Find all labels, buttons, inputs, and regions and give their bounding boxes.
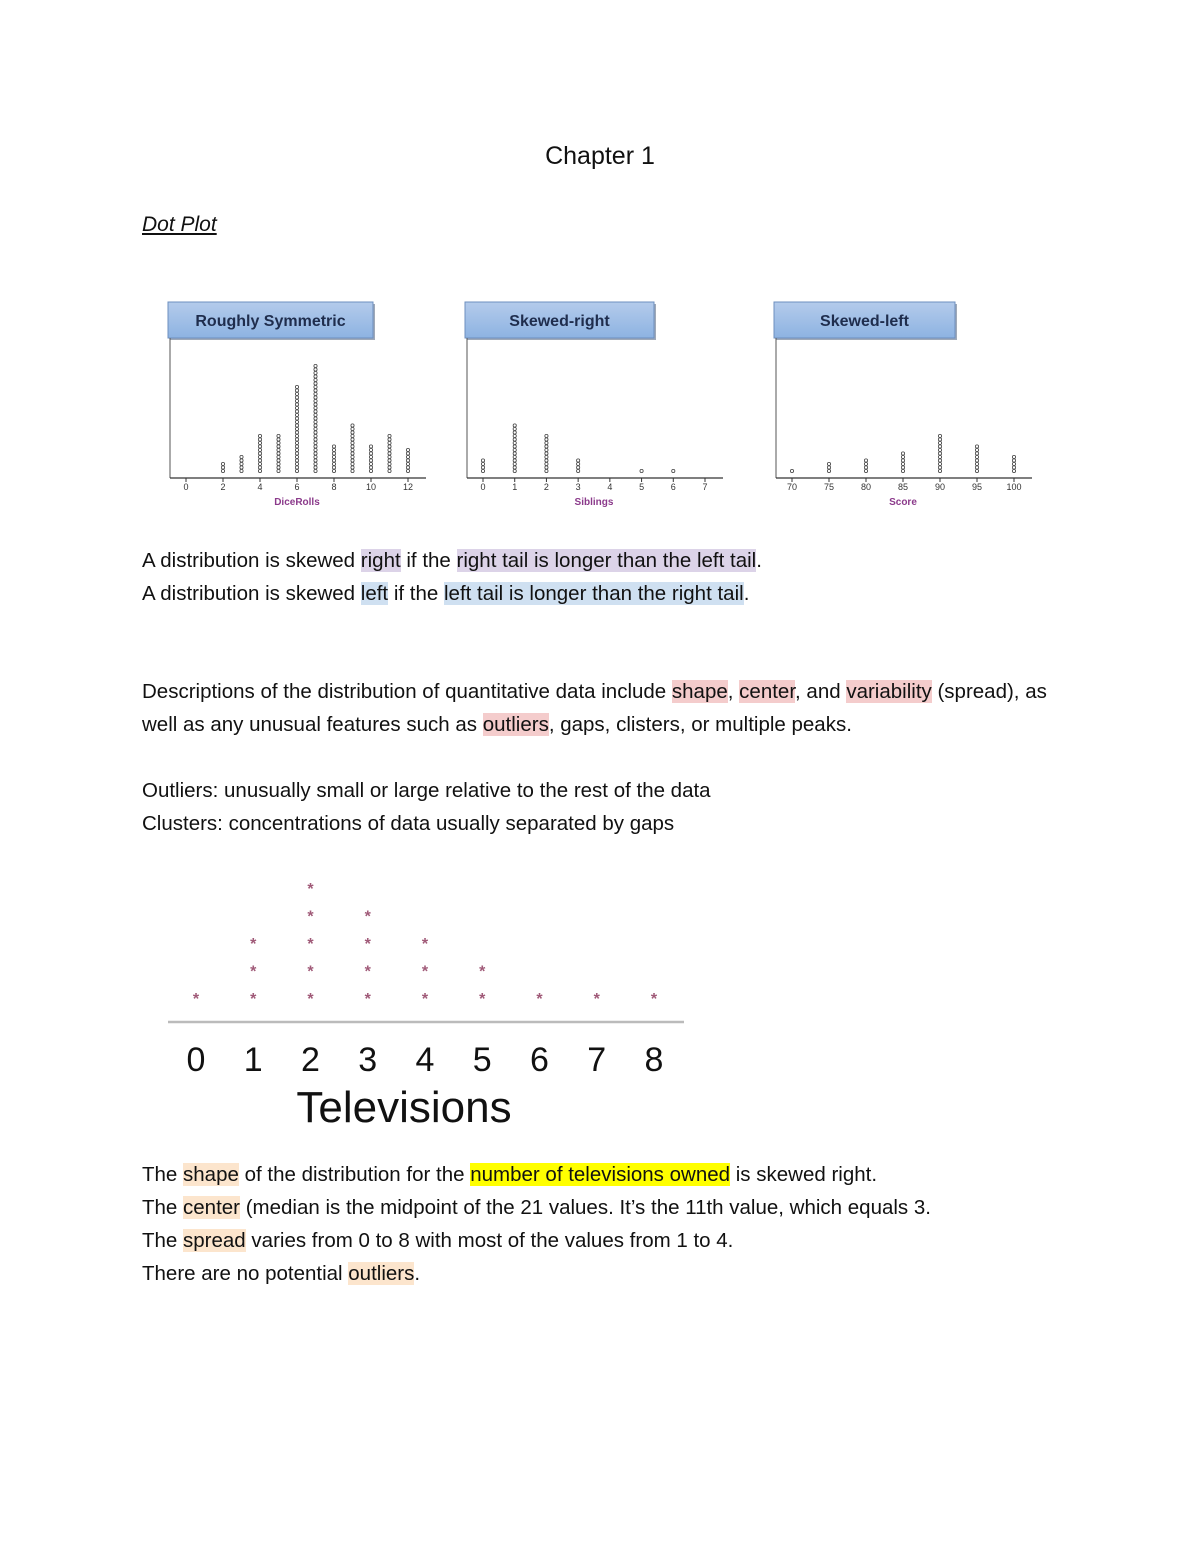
dot-point [314,389,317,392]
dot-point [388,462,391,465]
dot-point [369,459,372,462]
highlight-tv-spread: spread [183,1229,246,1252]
dot-point [1012,466,1015,469]
dot-point [240,455,243,458]
dot-point [513,431,516,434]
x-axis-label: Score [889,497,917,508]
dot-point [314,459,317,462]
x-tick-label: 3 [358,1041,378,1079]
highlight-tv-center: center [183,1196,241,1219]
dot-point [258,452,261,455]
highlight-right: right [360,549,401,572]
dot-point [938,462,941,465]
dot-point [513,452,516,455]
highlight-variability: variability [846,680,932,703]
dot-point [314,406,317,409]
x-tick-label: 8 [331,482,337,492]
dot-point [332,448,335,451]
dot-point [827,466,830,469]
dot-point: * [593,991,600,1008]
dot-point [975,445,978,448]
dot-point [332,466,335,469]
x-axis-label: DiceRolls [274,497,320,508]
dot-point [513,459,516,462]
dot-point [975,455,978,458]
skew-example-charts [0,290,1200,520]
dot-point [314,424,317,427]
dot-point [295,389,298,392]
dot-point [388,445,391,448]
x-tick-label: 90 [934,482,946,492]
dot-point: * [364,963,371,981]
dot-point: * [250,936,257,953]
dot-point [1012,469,1015,472]
page-title: Chapter 1 [545,142,655,170]
highlight-left: left [360,582,389,605]
x-tick-label: 6 [294,482,300,492]
x-tick-label: 0 [183,482,189,492]
dot-point [332,452,335,455]
dot-point [975,459,978,462]
skew-chart-1 [168,302,426,508]
dot-point [295,406,298,409]
dot-point [513,438,516,441]
dot-point [258,455,261,458]
dot-point [314,427,317,430]
x-tick-label: 75 [823,482,835,492]
tv-outliers-sentence: There are no potential outliers. [142,1262,421,1285]
x-tick-label: 0 [186,1041,206,1079]
dot-point [332,462,335,465]
x-tick-label: 0 [480,482,486,492]
dot-point: * [479,963,486,981]
dot-point [277,455,280,458]
dot-point [388,459,391,462]
dot-point [388,466,391,469]
dot-point [545,455,548,458]
x-tick-label: 1 [512,482,518,492]
dot-point [314,469,317,472]
dot-point [314,455,317,458]
dot-point [277,466,280,469]
x-tick-label: 7 [702,482,708,492]
dot-point [577,466,580,469]
dot-point [1012,459,1015,462]
dot-point [295,410,298,413]
dot-point [314,452,317,455]
dot-point [295,392,298,395]
dot-point [513,469,516,472]
dot-point [277,441,280,444]
dot-point [295,431,298,434]
dot-point [277,459,280,462]
clusters-definition: Clusters: concentrations of data usually separated by gaps [142,812,675,835]
dot-point: * [421,936,429,953]
dot-point [406,469,409,472]
x-tick-label: 2 [543,482,549,492]
x-axis-label: Siblings [574,497,614,508]
dot-point [938,434,941,437]
dot-point [314,382,317,385]
dot-point [406,459,409,462]
x-tick-label: 12 [402,482,414,492]
dot-point [295,420,298,423]
skew-chart-2 [465,302,723,508]
x-tick-label: 10 [365,482,377,492]
x-tick-label: 3 [575,482,581,492]
dot-point [938,438,941,441]
highlight-left-tail: left tail is longer than the right tail [443,582,744,605]
dot-point [406,448,409,451]
highlight-tv-variable: number of televisions owned [470,1163,731,1186]
dot-point [545,469,548,472]
dot-point [827,462,830,465]
dot-point [295,396,298,399]
dot-point [513,424,516,427]
dot-point [295,445,298,448]
dot-point [295,434,298,437]
x-tick-label: 7 [587,1041,607,1079]
outliers-definition: Outliers: unusually small or large relative to the rest of the data [142,779,711,802]
dot-point [938,445,941,448]
dot-point [481,462,484,465]
dot-point [351,441,354,444]
x-tick-label: 5 [472,1041,492,1079]
dot-point [314,396,317,399]
x-tick-label: 80 [860,482,872,492]
dot-point [351,427,354,430]
x-tick-label: 6 [530,1041,549,1079]
dot-point [314,378,317,381]
dot-point [295,438,298,441]
tv-shape-sentence: The shape of the distribution for the number of televisions owned is skewed right. [142,1163,878,1186]
dot-point [938,459,941,462]
dot-point [277,448,280,451]
dot-point [545,452,548,455]
dot-point [388,441,391,444]
dot-point [295,413,298,416]
dot-point: * [307,936,314,953]
dot-point [901,452,904,455]
dot-point [864,459,867,462]
dot-point [545,445,548,448]
dot-point [1012,462,1015,465]
dot-point [640,469,643,472]
dot-point [938,441,941,444]
dot-point [369,466,372,469]
dot-point [481,469,484,472]
dot-point [864,466,867,469]
dot-point [545,466,548,469]
dot-point [975,469,978,472]
dot-point [513,462,516,465]
dot-point [864,469,867,472]
dot-point [406,452,409,455]
dot-point: * [364,908,371,926]
x-tick-label: 4 [415,1041,435,1079]
dot-point [388,438,391,441]
dot-point: * [364,936,371,953]
dot-point [258,441,261,444]
dot-point: * [307,963,314,981]
dot-point [314,445,317,448]
dot-point [295,448,298,451]
dot-point [314,410,317,413]
dot-point [277,445,280,448]
dot-point [277,452,280,455]
dot-point [295,466,298,469]
dot-point: * [307,881,314,898]
dot-point [240,469,243,472]
dot-point [351,469,354,472]
dot-point [369,455,372,458]
dot-point: * [307,908,314,926]
chart-title: Skewed-right [509,313,610,330]
dot-point: * [421,963,429,981]
dot-point [388,434,391,437]
dot-point [295,403,298,406]
x-tick-label: 5 [639,482,645,492]
dot-point [258,469,261,472]
dot-point [314,375,317,378]
dot-point [221,469,224,472]
skewed-right-definition: A distribution is skewed right if the right tail is longer than the left tail. [142,549,762,572]
dot-point: * [479,991,486,1008]
dot-point [369,469,372,472]
dot-point [258,459,261,462]
dot-point: * [307,991,314,1008]
dot-point [577,469,580,472]
dot-point [406,462,409,465]
dot-point [406,455,409,458]
dot-point [314,466,317,469]
dot-point [938,455,941,458]
dot-point [314,399,317,402]
tv-spread-sentence: The spread varies from 0 to 8 with most of the values from 1 to 4. [142,1229,734,1252]
dot-point: * [364,991,371,1008]
dot-point [901,462,904,465]
televisions-dot-plot [160,866,750,1136]
dot-point [314,413,317,416]
x-tick-label: 4 [607,482,613,492]
dot-point [295,385,298,388]
dot-point [351,434,354,437]
dot-point [975,466,978,469]
dot-point [513,466,516,469]
dot-point [314,438,317,441]
dot-point [938,466,941,469]
dot-point [314,431,317,434]
dot-point [975,452,978,455]
dot-point [314,403,317,406]
dot-point [314,371,317,374]
dot-point [314,448,317,451]
dot-point [277,438,280,441]
dot-point [1012,455,1015,458]
skewed-left-definition: A distribution is skewed left if the left tail is longer than the right tail. [142,582,750,605]
dot-point [901,455,904,458]
x-tick-label: 6 [670,482,676,492]
dot-point [240,462,243,465]
dot-point [369,445,372,448]
x-tick-label: 2 [220,482,226,492]
dot-point [545,441,548,444]
dot-point [258,466,261,469]
dot-point [295,424,298,427]
highlight-outliers: outliers [482,713,549,736]
dot-point [513,434,516,437]
dot-point [545,462,548,465]
dot-point [258,438,261,441]
dot-point [513,455,516,458]
dot-point [295,462,298,465]
dot-point: * [536,991,543,1008]
x-tick-label: 4 [257,482,263,492]
dot-point [545,459,548,462]
highlight-center: center [739,680,796,703]
dot-point [513,427,516,430]
dot-point [277,462,280,465]
dot-point [258,434,261,437]
dot-point [295,459,298,462]
dot-point [277,469,280,472]
x-tick-label: 8 [644,1041,664,1079]
dot-point [938,448,941,451]
dot-point: * [250,963,257,981]
dot-point [351,452,354,455]
x-axis-label: Televisions [296,1083,512,1132]
dot-point [351,424,354,427]
dot-point [221,466,224,469]
dot-point [295,399,298,402]
dot-point [388,448,391,451]
tv-center-sentence: The center (median is the midpoint of the 21 values. It’s the 11th value, which equals 3. [142,1196,931,1219]
dot-point [938,452,941,455]
x-tick-label: 85 [897,482,909,492]
dot-point [314,392,317,395]
chart-title: Roughly Symmetric [195,313,346,330]
dot-point [901,469,904,472]
dot-point [388,469,391,472]
dot-point [295,455,298,458]
dot-point [369,452,372,455]
dot-point [351,466,354,469]
dot-point [351,448,354,451]
dot-point [351,462,354,465]
dot-point: * [192,991,200,1008]
skew-chart-3 [774,302,1032,508]
dot-point [545,448,548,451]
dot-point: * [421,991,429,1008]
dot-point [577,459,580,462]
dot-point [332,459,335,462]
dot-point [295,441,298,444]
dot-point [314,441,317,444]
dot-point [388,455,391,458]
dot-point [351,455,354,458]
highlight-shape: shape [671,680,728,703]
x-tick-label: 2 [301,1041,320,1079]
dot-point [351,459,354,462]
dot-point [295,417,298,420]
highlight-right-tail: right tail is longer than the left tail [456,549,757,572]
dot-point [295,469,298,472]
dot-point [545,434,548,437]
dot-point [314,462,317,465]
dot-point [351,431,354,434]
dot-point [672,469,675,472]
dot-point [513,448,516,451]
dot-point [388,452,391,455]
x-tick-label: 95 [971,482,983,492]
dot-point [295,427,298,430]
dot-point [314,364,317,367]
dot-point [258,462,261,465]
dot-point [369,448,372,451]
dot-point [481,459,484,462]
dot-point [332,445,335,448]
dot-point [332,455,335,458]
highlight-tv-shape: shape [183,1163,239,1186]
dot-point [369,462,372,465]
dot-point [938,469,941,472]
dot-point [258,448,261,451]
dot-point [406,466,409,469]
dot-point [295,452,298,455]
dot-point [481,466,484,469]
highlight-tv-outliers: outliers [348,1262,415,1285]
dot-point [314,385,317,388]
dot-point [221,462,224,465]
dot-point [314,368,317,371]
dot-point [351,445,354,448]
dot-point [277,434,280,437]
dot-point [513,445,516,448]
dot-point [577,462,580,465]
dot-point [314,417,317,420]
dot-point [975,462,978,465]
dot-point [314,434,317,437]
x-tick-label: 1 [243,1041,263,1079]
x-tick-label: 100 [1006,482,1022,492]
dot-point [901,459,904,462]
dot-point [864,462,867,465]
descriptions-paragraph: Descriptions of the distribution of quantitative data include shape, center, and variability (spread), as well as any unusual features such as outliers, gaps, clisters, or multiple peaks. [142,680,1047,736]
dot-point: * [650,991,658,1008]
dot-point [513,441,516,444]
dot-point [314,420,317,423]
dot-point [351,438,354,441]
dot-point [240,459,243,462]
dot-point [975,448,978,451]
dot-point [332,469,335,472]
chart-title: Skewed-left [820,313,909,330]
dot-point: * [250,991,257,1008]
dot-point [258,445,261,448]
dot-point [790,469,793,472]
dot-point [827,469,830,472]
section-heading-dot-plot: Dot Plot [142,213,217,236]
dot-point [545,438,548,441]
x-tick-label: 70 [786,482,798,492]
dot-point [901,466,904,469]
dot-point [240,466,243,469]
